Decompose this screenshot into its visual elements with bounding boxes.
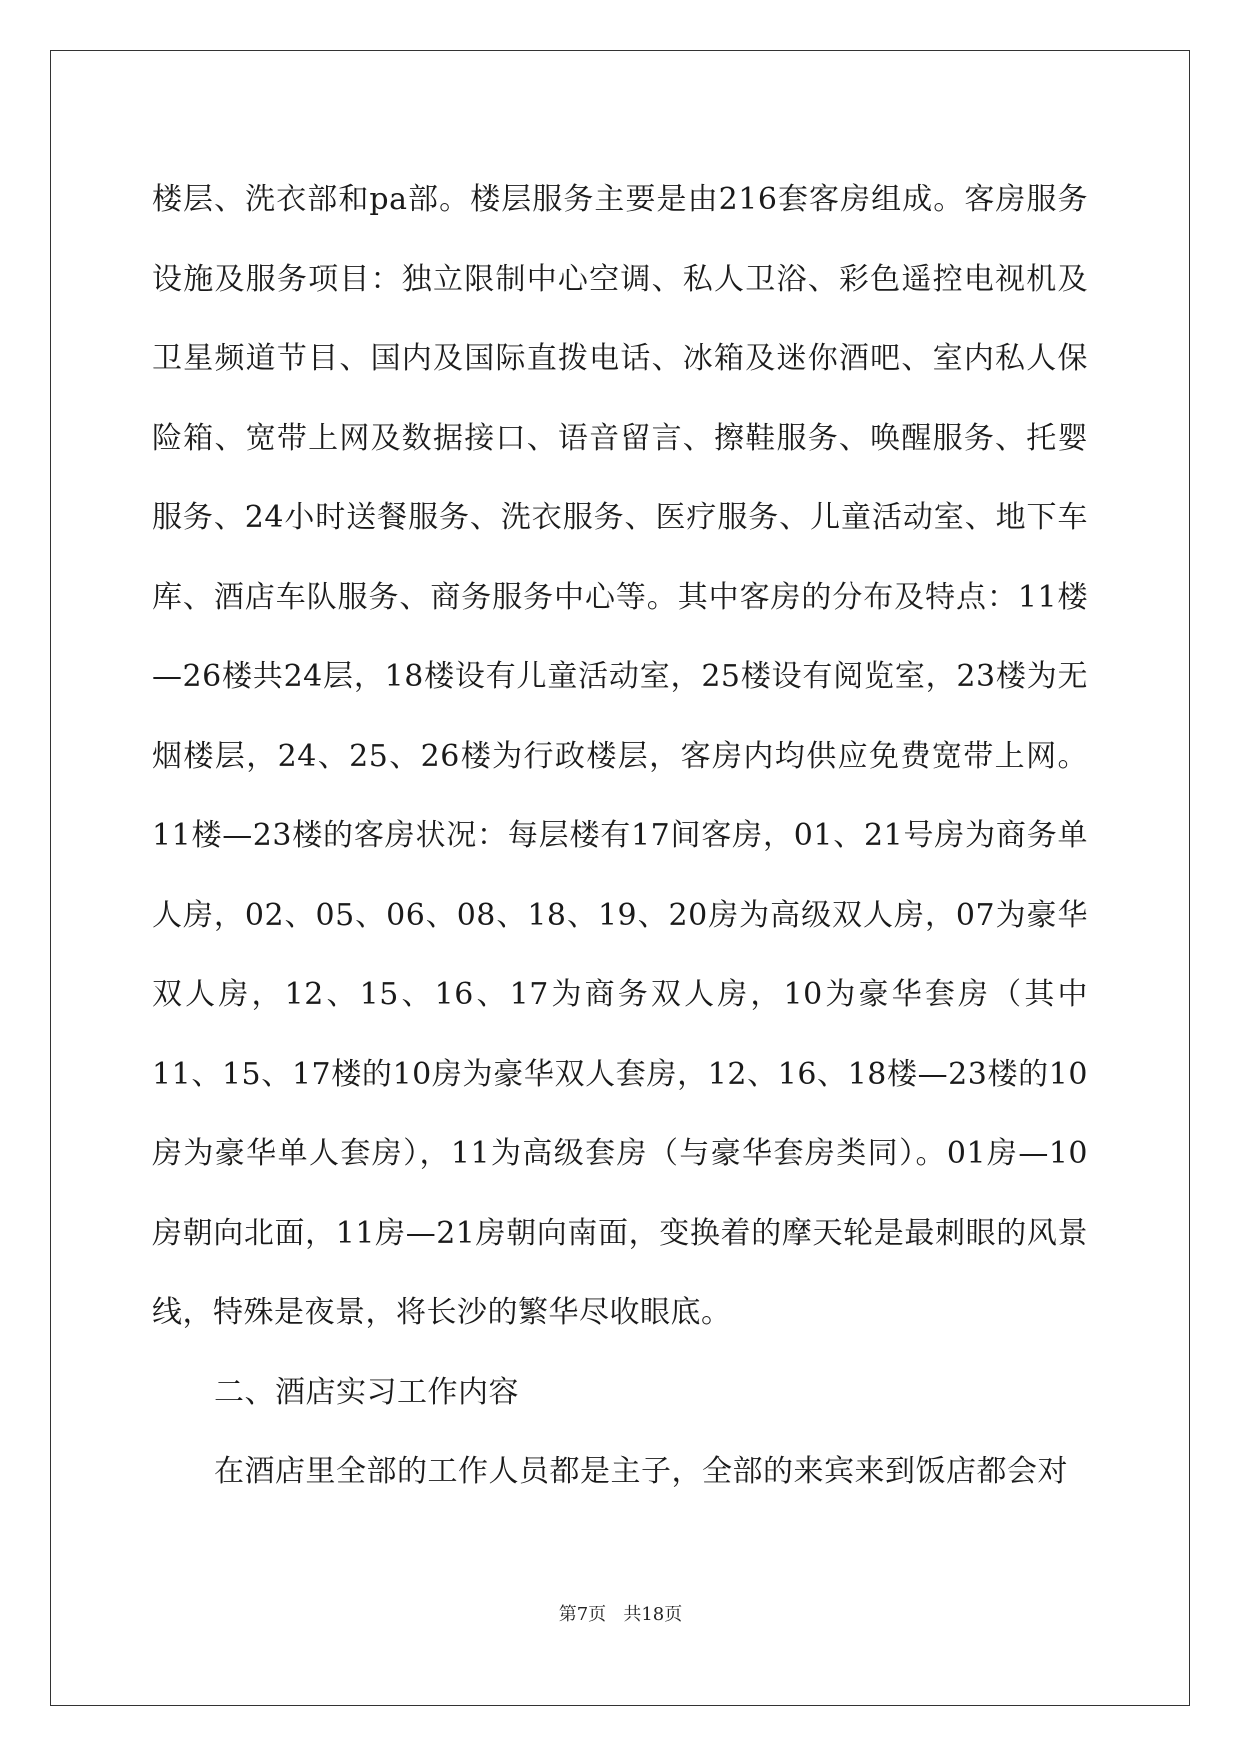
document-body (152, 160, 1088, 1512)
page-footer (0, 1600, 1241, 1626)
page-total: 共18页 (623, 1604, 683, 1625)
page-number: 第7页 (558, 1604, 607, 1625)
section-heading: 二、酒店实习工作内容 (214, 1374, 519, 1410)
paragraph-room-description: 楼层、洗衣部和pa部。楼层服务主要是由216套客房组成。客房服务设施及服务项目：独立限制中心空调、私人卫浴、彩色遥控电视机及卫星频道节目、国内及国际直拨电话、冰箱及迷你酒吧、室内私人保险箱、宽带上网及数据接口、语音留言、擦鞋服务、唤醒服务、托婴服务、24小时送餐服务、洗衣服务、医疗服务、儿童活动室、地下车库、酒店车队服务、商务服务中心等。其中客房的分布及特点：11楼—26楼共24层，18楼设有儿童活动室，25楼设有阅览室，23楼为无烟楼层，24、25、26楼为行政楼层，客房内均供应免费宽带上网。11楼—23楼的客房状况：每层楼有17间客房，01、21号房为商务单人房，02、05、06、08、18、19、20房为高级双人房，07为豪华双人房，12、15、16、17为商务双人房，10为豪华套房（其中11、15、17楼的10房为豪华双人套房，12、16、18楼—23楼的10房为豪华单人套房），11为高级套房（与豪华套房类同）。01房—10房朝向北面，11房—21房朝向南面，变换着的摩天轮是最刺眼的风景线，特殊是夜景，将长沙的繁华尽收眼底。 (152, 182, 1088, 1330)
paragraph-work-content: 在酒店里全部的工作人员都是主子，全部的来宾来到饭店都会对 (214, 1454, 1068, 1489)
